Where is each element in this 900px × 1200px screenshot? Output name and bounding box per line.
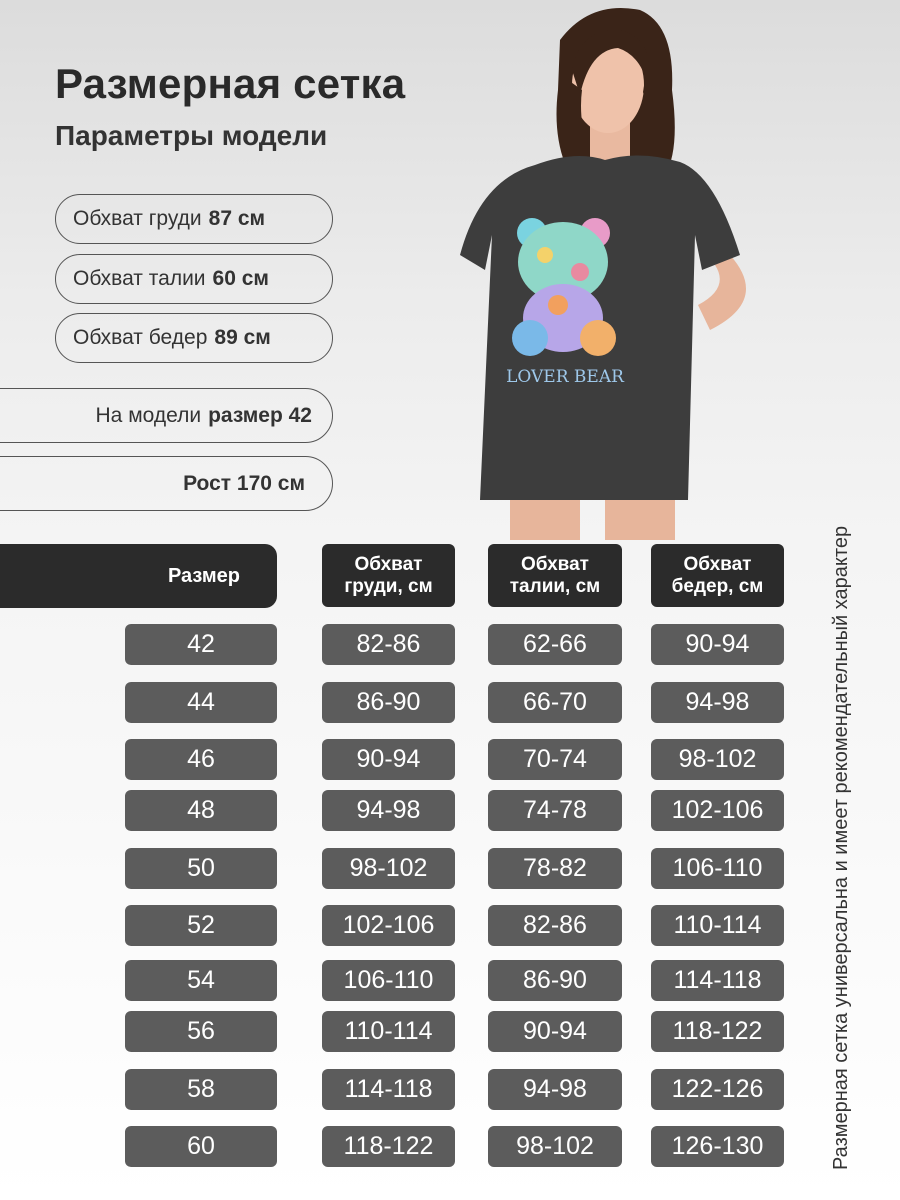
model-size-value: размер 42 — [208, 403, 312, 427]
table-cell-waist: 66-70 — [488, 682, 622, 723]
hips-column-header — [651, 544, 784, 607]
table-cell-chest: 110-114 — [322, 1011, 455, 1052]
table-cell-hips: 114-118 — [651, 960, 784, 1001]
table-cell-chest: 102-106 — [322, 905, 455, 946]
hips-param-pill — [55, 313, 333, 363]
hips-param-label: Обхват бедер — [73, 326, 208, 349]
waist-header-line1: Обхват — [521, 553, 589, 575]
shirt-print-text: LOVER BEAR — [506, 367, 624, 387]
table-cell-size: 58 — [125, 1069, 277, 1110]
hips-param-value: 89 см — [214, 326, 271, 349]
table-cell-size: 54 — [125, 960, 277, 1001]
model-height-pill — [0, 456, 333, 511]
table-cell-chest: 90-94 — [322, 739, 455, 780]
table-cell-chest: 118-122 — [322, 1126, 455, 1167]
chest-param-value: 87 см — [208, 207, 266, 230]
table-cell-waist: 78-82 — [488, 848, 622, 889]
table-cell-hips: 110-114 — [651, 905, 784, 946]
waist-param-value: 60 см — [212, 267, 269, 290]
waist-header-line2: талии, см — [509, 575, 601, 597]
side-note: Размерная сетка универсальна и имеет рекомендательный характер — [830, 525, 852, 1170]
table-cell-hips: 126-130 — [651, 1126, 784, 1167]
table-cell-size: 42 — [125, 624, 277, 665]
table-cell-chest: 82-86 — [322, 624, 455, 665]
table-cell-hips: 118-122 — [651, 1011, 784, 1052]
model-size-pill — [0, 388, 333, 443]
model-photo — [440, 0, 780, 540]
waist-column-header — [488, 544, 622, 607]
page-title: Размерная сетка — [55, 60, 406, 107]
chest-header-line2: груди, см — [344, 575, 433, 597]
table-cell-chest: 86-90 — [322, 682, 455, 723]
table-cell-chest: 94-98 — [322, 790, 455, 831]
table-cell-hips: 90-94 — [651, 624, 784, 665]
chest-header-line1: Обхват — [354, 553, 423, 575]
table-cell-waist: 86-90 — [488, 960, 622, 1001]
chest-param-pill — [55, 194, 333, 244]
table-cell-waist: 94-98 — [488, 1069, 622, 1110]
table-cell-chest: 106-110 — [322, 960, 455, 1001]
table-cell-hips: 94-98 — [651, 682, 784, 723]
table-cell-waist: 82-86 — [488, 905, 622, 946]
table-cell-chest: 98-102 — [322, 848, 455, 889]
table-cell-hips: 102-106 — [651, 790, 784, 831]
table-cell-size: 50 — [125, 848, 277, 889]
model-size-label: На модели — [95, 403, 202, 427]
table-cell-size: 56 — [125, 1011, 277, 1052]
table-cell-waist: 62-66 — [488, 624, 622, 665]
page-subtitle: Параметры модели — [55, 120, 328, 151]
waist-param-pill — [55, 254, 333, 304]
model-height-value: Рост 170 см — [183, 471, 305, 495]
hips-header-line1: Обхват — [683, 553, 752, 575]
table-cell-waist: 74-78 — [488, 790, 622, 831]
table-cell-hips: 98-102 — [651, 739, 784, 780]
table-cell-size: 48 — [125, 790, 277, 831]
chest-column-header — [322, 544, 455, 607]
table-cell-size: 60 — [125, 1126, 277, 1167]
table-cell-waist: 90-94 — [488, 1011, 622, 1052]
table-cell-hips: 106-110 — [651, 848, 784, 889]
table-cell-size: 52 — [125, 905, 277, 946]
table-cell-size: 46 — [125, 739, 277, 780]
table-cell-waist: 70-74 — [488, 739, 622, 780]
table-cell-size: 44 — [125, 682, 277, 723]
table-cell-chest: 114-118 — [322, 1069, 455, 1110]
chest-param-label: Обхват груди — [73, 207, 202, 230]
waist-param-label: Обхват талии — [73, 267, 206, 290]
table-cell-hips: 122-126 — [651, 1069, 784, 1110]
table-cell-waist: 98-102 — [488, 1126, 622, 1167]
hips-header-line2: бедер, см — [671, 575, 764, 597]
size-column-header: Размер — [0, 544, 277, 608]
